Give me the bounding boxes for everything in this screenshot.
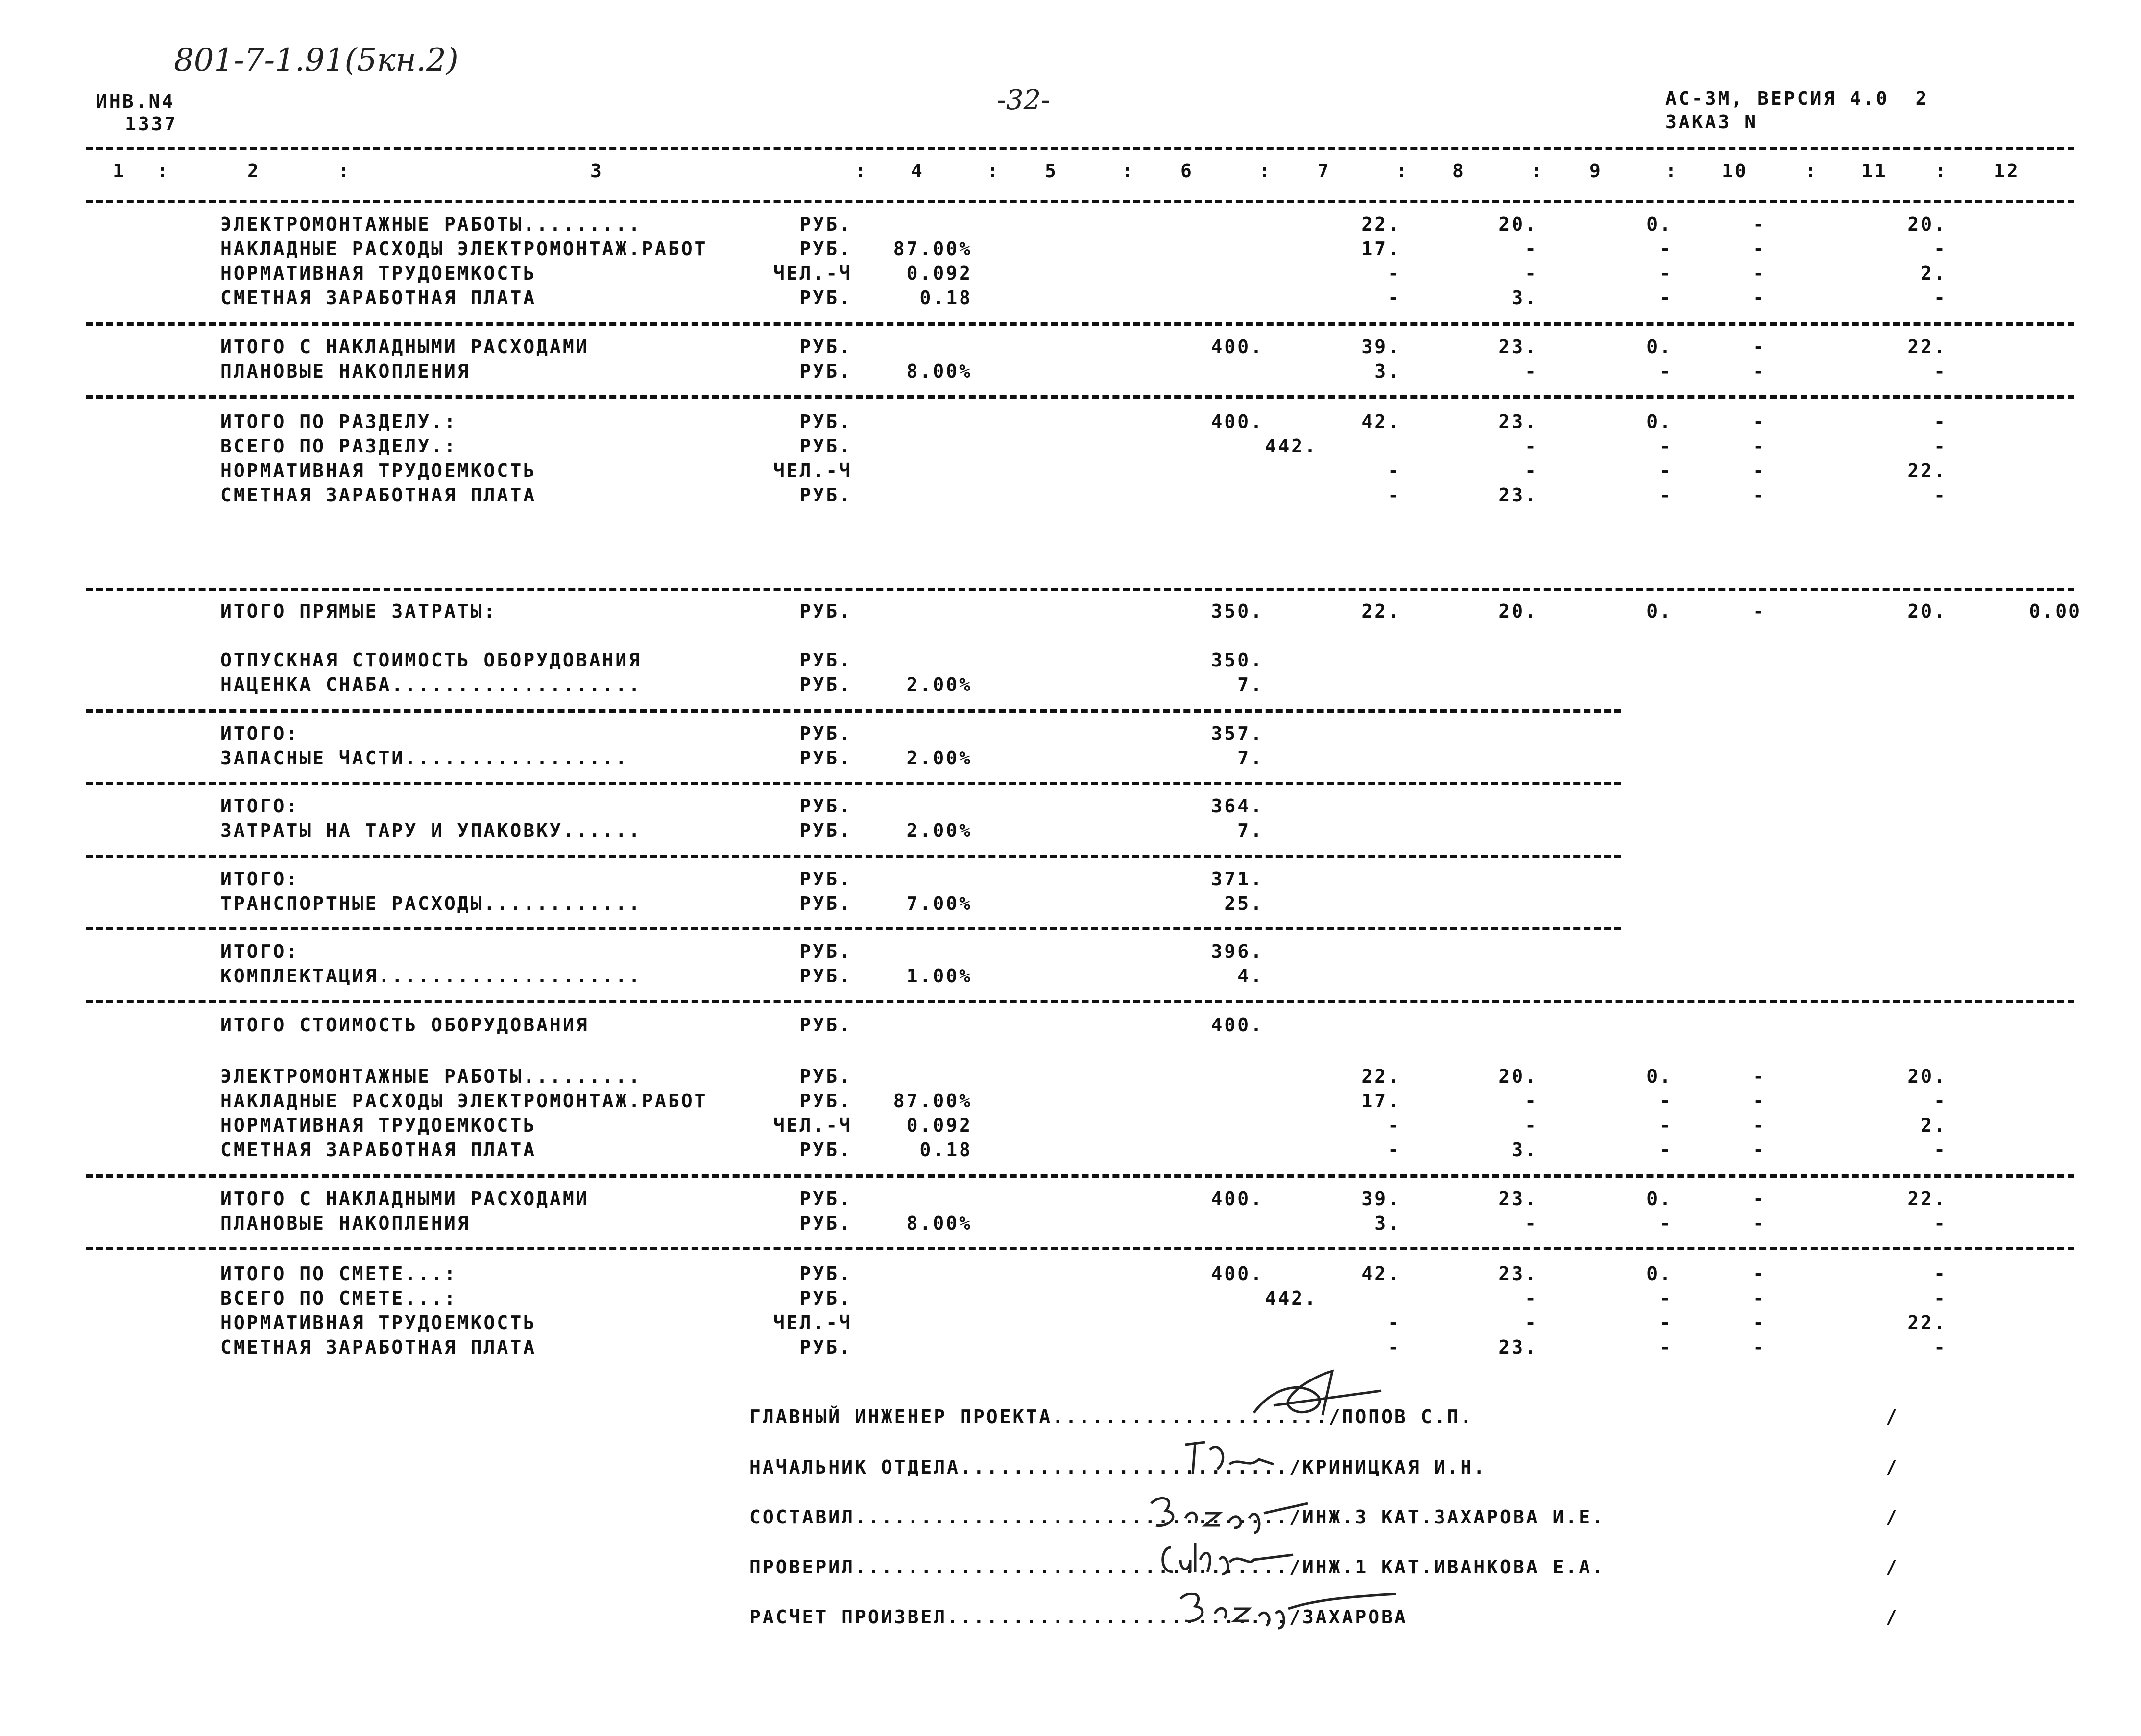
cell-col-8: - — [1525, 360, 1538, 382]
cell-col-6: 400. — [1211, 1014, 1264, 1036]
row-label: ИТОГО С НАКЛАДНЫМИ РАСХОДАМИ — [220, 336, 589, 357]
row-unit: РУБ. — [799, 795, 852, 817]
cell-col-9: - — [1660, 1090, 1673, 1112]
row-unit: РУБ. — [799, 1014, 852, 1036]
column-separator: : — [1396, 160, 1409, 182]
column-separator: : — [1531, 160, 1544, 182]
row-rate: 2.00% — [906, 747, 972, 769]
cell-col-12: 0.00 — [2029, 600, 2082, 622]
row-unit: РУБ. — [799, 214, 852, 235]
column-number: 1 — [113, 160, 126, 182]
row-label: ПЛАНОВЫЕ НАКОПЛЕНИЯ — [220, 1213, 471, 1234]
row-rate: 87.00% — [893, 238, 972, 260]
cell-col-11: 22. — [1907, 1188, 1947, 1210]
cell-col-6: 400. — [1211, 336, 1264, 357]
cell-col-7: 22. — [1361, 600, 1401, 622]
cell-col-7: 3. — [1374, 360, 1401, 382]
row-label: НОРМАТИВНАЯ ТРУДОЕМКОСТЬ — [220, 460, 537, 481]
cell-col-8: 23. — [1498, 411, 1538, 432]
cell-col-9: 0. — [1646, 411, 1673, 432]
cell-col-7: 22. — [1361, 214, 1401, 235]
column-number: 9 — [1589, 160, 1603, 182]
cell-col-6: 400. — [1211, 1188, 1264, 1210]
column-number: 4 — [911, 160, 924, 182]
cell-col-9: - — [1660, 460, 1673, 481]
cell-col-7: - — [1388, 1312, 1401, 1333]
column-separator: : — [338, 160, 351, 182]
signature-end-slash: / — [1886, 1606, 1899, 1628]
cell-col-10: - — [1753, 435, 1766, 457]
signature-end-slash: / — [1886, 1506, 1899, 1528]
inventory-label: ИНВ.N4 — [96, 91, 175, 112]
row-unit: РУБ. — [799, 600, 852, 622]
row-unit: РУБ. — [799, 674, 852, 695]
cell-col-6: 371. — [1211, 868, 1264, 890]
cell-col-8: 23. — [1498, 1336, 1538, 1358]
signature-line-compiled-by: СОСТАВИЛ................................./ИНЖ.3 КАТ.ЗАХАРОВА И.Е. — [749, 1506, 1606, 1528]
row-label: ИТОГО: — [220, 868, 300, 890]
row-label: ИТОГО: — [220, 723, 300, 744]
cell-col-10: - — [1753, 287, 1766, 309]
row-label: СМЕТНАЯ ЗАРАБОТНАЯ ПЛАТА — [220, 287, 537, 309]
section-divider — [86, 855, 1621, 858]
cell-col-9: - — [1660, 1139, 1673, 1161]
section-divider — [86, 1000, 2074, 1003]
cell-col-11: - — [1934, 1263, 1947, 1284]
cell-col-6: 396. — [1211, 941, 1264, 962]
column-number: 12 — [1994, 160, 2020, 182]
row-label: ИТОГО ПРЯМЫЕ ЗАТРАТЫ: — [220, 600, 497, 622]
row-unit: РУБ. — [799, 941, 852, 962]
cell-col-10: - — [1753, 411, 1766, 432]
row-rate: 2.00% — [906, 674, 972, 695]
section-divider — [86, 782, 1621, 785]
header-divider — [86, 147, 2074, 150]
cell-col-11: - — [1934, 484, 1947, 506]
cell-col-8: - — [1525, 1213, 1538, 1234]
handwritten-signature — [1151, 1533, 1308, 1587]
cell-col-9: 0. — [1646, 1066, 1673, 1087]
cell-col-6: 7. — [1237, 674, 1264, 695]
signature-end-slash: / — [1886, 1456, 1899, 1478]
column-number: 10 — [1722, 160, 1748, 182]
cell-col-11: 2. — [1921, 262, 1947, 284]
row-label: ЭЛЕКТРОМОНТАЖНЫЕ РАБОТЫ......... — [220, 214, 642, 235]
row-unit: РУБ. — [799, 238, 852, 260]
cell-col-11: - — [1934, 411, 1947, 432]
cell-col-10: - — [1753, 214, 1766, 235]
section-divider — [86, 1174, 2074, 1178]
signature-line-department-head: НАЧАЛЬНИК ОТДЕЛА........................./КРИНИЦКАЯ И.Н. — [749, 1456, 1487, 1478]
column-separator: : — [855, 160, 868, 182]
column-number: 3 — [590, 160, 603, 182]
row-rate: 8.00% — [906, 1213, 972, 1234]
row-unit: РУБ. — [799, 649, 852, 671]
cell-col-6: 7. — [1237, 747, 1264, 769]
row-label: ЭЛЕКТРОМОНТАЖНЫЕ РАБОТЫ......... — [220, 1066, 642, 1087]
cell-col-6: 400. — [1211, 411, 1264, 432]
cell-col-11: 22. — [1907, 1312, 1947, 1333]
row-rate: 0.18 — [919, 287, 972, 309]
cell-col-8: 20. — [1498, 214, 1538, 235]
cell-col-6: 7. — [1237, 820, 1264, 841]
cell-col-7: 17. — [1361, 1090, 1401, 1112]
cell-col-9: - — [1660, 1312, 1673, 1333]
order-label: ЗАКАЗ N — [1665, 111, 1758, 133]
signature-line-calculated-by: РАСЧЕТ ПРОИЗВЕЛ........................../ЗАХАРОВА — [749, 1606, 1408, 1628]
row-unit: РУБ. — [799, 965, 852, 987]
cell-col-7: - — [1388, 1139, 1401, 1161]
section-divider — [86, 709, 1621, 713]
column-header-divider — [86, 200, 2074, 203]
cell-col-10: - — [1753, 1139, 1766, 1161]
cell-col-8: 23. — [1498, 336, 1538, 357]
row-rate: 2.00% — [906, 820, 972, 841]
cell-col-6: 442. — [1265, 1287, 1318, 1309]
cell-col-11: - — [1934, 1336, 1947, 1358]
cell-col-11: - — [1934, 1090, 1947, 1112]
row-label: КОМПЛЕКТАЦИЯ.................... — [220, 965, 642, 987]
row-label: ИТОГО СТОИМОСТЬ ОБОРУДОВАНИЯ — [220, 1014, 589, 1036]
cell-col-10: - — [1753, 484, 1766, 506]
signature-end-slash: / — [1886, 1556, 1899, 1578]
cell-col-9: 0. — [1646, 600, 1673, 622]
cell-col-11: 20. — [1907, 214, 1947, 235]
cell-col-6: 400. — [1211, 1263, 1264, 1284]
row-label: НОРМАТИВНАЯ ТРУДОЕМКОСТЬ — [220, 1115, 537, 1136]
handwritten-reference: 801-7-1.91(5кн.2) — [174, 42, 458, 78]
handwritten-signature — [1176, 1430, 1283, 1484]
cell-col-8: - — [1525, 435, 1538, 457]
cell-col-11: 22. — [1907, 460, 1947, 481]
cell-col-6: 357. — [1211, 723, 1264, 744]
cell-col-11: - — [1934, 1213, 1947, 1234]
row-unit: РУБ. — [799, 1287, 852, 1309]
row-label: НОРМАТИВНАЯ ТРУДОЕМКОСТЬ — [220, 262, 537, 284]
row-rate: 0.18 — [919, 1139, 972, 1161]
section-divider — [86, 395, 2074, 399]
cell-col-7: 42. — [1361, 1263, 1401, 1284]
cell-col-11: - — [1934, 360, 1947, 382]
column-number: 2 — [247, 160, 261, 182]
signature-line-chief-engineer: ГЛАВНЫЙ ИНЖЕНЕР ПРОЕКТА...................../ПОПОВ С.П. — [749, 1406, 1474, 1427]
cell-col-8: 20. — [1498, 1066, 1538, 1087]
cell-col-9: - — [1660, 360, 1673, 382]
cell-col-8: - — [1525, 1090, 1538, 1112]
cell-col-10: - — [1753, 1115, 1766, 1136]
cell-col-11: 20. — [1907, 600, 1947, 622]
row-label: ВСЕГО ПО СМЕТЕ...: — [220, 1287, 457, 1309]
handwritten-signature — [1244, 1366, 1391, 1430]
row-unit: ЧЕЛ.-Ч — [773, 460, 852, 481]
cell-col-11: - — [1934, 238, 1947, 260]
cell-col-6: 350. — [1211, 600, 1264, 622]
cell-col-7: - — [1388, 460, 1401, 481]
row-unit: РУБ. — [799, 723, 852, 744]
cell-col-8: 23. — [1498, 1188, 1538, 1210]
cell-col-6: 442. — [1265, 435, 1318, 457]
row-unit: РУБ. — [799, 360, 852, 382]
column-number: 6 — [1180, 160, 1194, 182]
inventory-number: 1337 — [125, 113, 178, 135]
row-label: ИТОГО ПО РАЗДЕЛУ.: — [220, 411, 457, 432]
cell-col-11: - — [1934, 1139, 1947, 1161]
row-unit: РУБ. — [799, 1213, 852, 1234]
column-separator: : — [157, 160, 170, 182]
cell-col-7: - — [1388, 484, 1401, 506]
cell-col-7: - — [1388, 287, 1401, 309]
row-unit: ЧЕЛ.-Ч — [773, 1312, 852, 1333]
row-unit: РУБ. — [799, 1188, 852, 1210]
cell-col-9: - — [1660, 1287, 1673, 1309]
row-unit: РУБ. — [799, 1139, 852, 1161]
cell-col-10: - — [1753, 1336, 1766, 1358]
section-divider — [86, 588, 2074, 591]
cell-col-9: - — [1660, 1213, 1673, 1234]
cell-col-7: - — [1388, 1336, 1401, 1358]
row-unit: РУБ. — [799, 287, 852, 309]
column-number: 7 — [1318, 160, 1331, 182]
cell-col-9: - — [1660, 435, 1673, 457]
cell-col-10: - — [1753, 1263, 1766, 1284]
cell-col-8: - — [1525, 262, 1538, 284]
cell-col-11: 2. — [1921, 1115, 1947, 1136]
cell-col-10: - — [1753, 460, 1766, 481]
cell-col-6: 364. — [1211, 795, 1264, 817]
cell-col-8: 3. — [1512, 287, 1538, 309]
cell-col-11: 20. — [1907, 1066, 1947, 1087]
cell-col-8: - — [1525, 460, 1538, 481]
row-label: ОТПУСКНАЯ СТОИМОСТЬ ОБОРУДОВАНИЯ — [220, 649, 642, 671]
signature-end-slash: / — [1886, 1406, 1899, 1427]
cell-col-7: 39. — [1361, 1188, 1401, 1210]
cell-col-6: 25. — [1224, 893, 1264, 914]
row-rate: 7.00% — [906, 893, 972, 914]
row-unit: РУБ. — [799, 336, 852, 357]
column-number: 8 — [1452, 160, 1466, 182]
cell-col-9: - — [1660, 238, 1673, 260]
row-rate: 0.092 — [906, 1115, 972, 1136]
cell-col-8: - — [1525, 238, 1538, 260]
row-label: ВСЕГО ПО РАЗДЕЛУ.: — [220, 435, 457, 457]
cell-col-9: - — [1660, 1336, 1673, 1358]
section-divider — [86, 1247, 2074, 1250]
cell-col-8: - — [1525, 1115, 1538, 1136]
cell-col-9: - — [1660, 287, 1673, 309]
section-divider — [86, 927, 1621, 930]
column-separator: : — [1665, 160, 1679, 182]
cell-col-10: - — [1753, 1287, 1766, 1309]
cell-col-10: - — [1753, 1188, 1766, 1210]
column-separator: : — [1935, 160, 1948, 182]
cell-col-7: 3. — [1374, 1213, 1401, 1234]
cell-col-7: - — [1388, 262, 1401, 284]
row-label: НАКЛАДНЫЕ РАСХОДЫ ЭЛЕКТРОМОНТАЖ.РАБОТ — [220, 238, 708, 260]
row-unit: РУБ. — [799, 1090, 852, 1112]
cell-col-11: - — [1934, 435, 1947, 457]
cell-col-7: - — [1388, 1115, 1401, 1136]
cell-col-8: 23. — [1498, 1263, 1538, 1284]
column-number: 5 — [1045, 160, 1058, 182]
cell-col-10: - — [1753, 600, 1766, 622]
signature-line-checked-by: ПРОВЕРИЛ................................./ИНЖ.1 КАТ.ИВАНКОВА Е.А. — [749, 1556, 1606, 1578]
row-unit: РУБ. — [799, 1263, 852, 1284]
cell-col-8: - — [1525, 1312, 1538, 1333]
row-unit: РУБ. — [799, 747, 852, 769]
cell-col-10: - — [1753, 336, 1766, 357]
row-label: НОРМАТИВНАЯ ТРУДОЕМКОСТЬ — [220, 1312, 537, 1333]
row-unit: РУБ. — [799, 820, 852, 841]
row-label: ИТОГО: — [220, 795, 300, 817]
cell-col-6: 350. — [1211, 649, 1264, 671]
cell-col-6: 4. — [1237, 965, 1264, 987]
cell-col-10: - — [1753, 1312, 1766, 1333]
cell-col-9: 0. — [1646, 1188, 1673, 1210]
row-unit: ЧЕЛ.-Ч — [773, 262, 852, 284]
row-label: ТРАНСПОРТНЫЕ РАСХОДЫ............ — [220, 893, 642, 914]
row-label: НАКЛАДНЫЕ РАСХОДЫ ЭЛЕКТРОМОНТАЖ.РАБОТ — [220, 1090, 708, 1112]
row-label: СМЕТНАЯ ЗАРАБОТНАЯ ПЛАТА — [220, 484, 537, 506]
row-rate: 8.00% — [906, 360, 972, 382]
row-label: ЗАПАСНЫЕ ЧАСТИ................. — [220, 747, 629, 769]
row-unit: РУБ. — [799, 411, 852, 432]
row-label: ИТОГО ПО СМЕТЕ...: — [220, 1263, 457, 1284]
section-divider — [86, 322, 2074, 326]
cell-col-7: 39. — [1361, 336, 1401, 357]
row-unit: РУБ. — [799, 893, 852, 914]
handwritten-signature — [1141, 1484, 1318, 1538]
column-separator: : — [1122, 160, 1135, 182]
row-unit: РУБ. — [799, 1066, 852, 1087]
cell-col-11: - — [1934, 287, 1947, 309]
row-label: ЗАТРАТЫ НА ТАРУ И УПАКОВКУ...... — [220, 820, 642, 841]
row-rate: 87.00% — [893, 1090, 972, 1112]
cell-col-10: - — [1753, 360, 1766, 382]
cell-col-8: 23. — [1498, 484, 1538, 506]
row-label: ПЛАНОВЫЕ НАКОПЛЕНИЯ — [220, 360, 471, 382]
cell-col-9: 0. — [1646, 1263, 1673, 1284]
column-separator: : — [987, 160, 1000, 182]
row-label: НАЦЕНКА СНАБА................... — [220, 674, 642, 695]
page-number: -32- — [997, 84, 1051, 116]
program-version: АС-3М, ВЕРСИЯ 4.0 2 — [1665, 88, 1929, 109]
row-rate: 1.00% — [906, 965, 972, 987]
column-separator: : — [1805, 160, 1818, 182]
column-number: 11 — [1861, 160, 1888, 182]
cell-col-9: 0. — [1646, 214, 1673, 235]
cell-col-9: - — [1660, 262, 1673, 284]
cell-col-7: 17. — [1361, 238, 1401, 260]
row-label: СМЕТНАЯ ЗАРАБОТНАЯ ПЛАТА — [220, 1336, 537, 1358]
cell-col-8: - — [1525, 1287, 1538, 1309]
cell-col-7: 22. — [1361, 1066, 1401, 1087]
cell-col-7: 42. — [1361, 411, 1401, 432]
row-unit: РУБ. — [799, 1336, 852, 1358]
cell-col-9: - — [1660, 1115, 1673, 1136]
cell-col-9: 0. — [1646, 336, 1673, 357]
cell-col-10: - — [1753, 238, 1766, 260]
row-unit: РУБ. — [799, 435, 852, 457]
cell-col-10: - — [1753, 1213, 1766, 1234]
row-label: ИТОГО: — [220, 941, 300, 962]
row-unit: РУБ. — [799, 868, 852, 890]
row-rate: 0.092 — [906, 262, 972, 284]
column-separator: : — [1259, 160, 1272, 182]
row-unit: ЧЕЛ.-Ч — [773, 1115, 852, 1136]
row-label: СМЕТНАЯ ЗАРАБОТНАЯ ПЛАТА — [220, 1139, 537, 1161]
row-label: ИТОГО С НАКЛАДНЫМИ РАСХОДАМИ — [220, 1188, 589, 1210]
row-unit: РУБ. — [799, 484, 852, 506]
cell-col-8: 3. — [1512, 1139, 1538, 1161]
cell-col-10: - — [1753, 1066, 1766, 1087]
cell-col-11: - — [1934, 1287, 1947, 1309]
handwritten-signature — [1171, 1579, 1406, 1633]
cell-col-10: - — [1753, 262, 1766, 284]
cell-col-11: 22. — [1907, 336, 1947, 357]
cell-col-9: - — [1660, 484, 1673, 506]
cell-col-8: 20. — [1498, 600, 1538, 622]
cell-col-10: - — [1753, 1090, 1766, 1112]
